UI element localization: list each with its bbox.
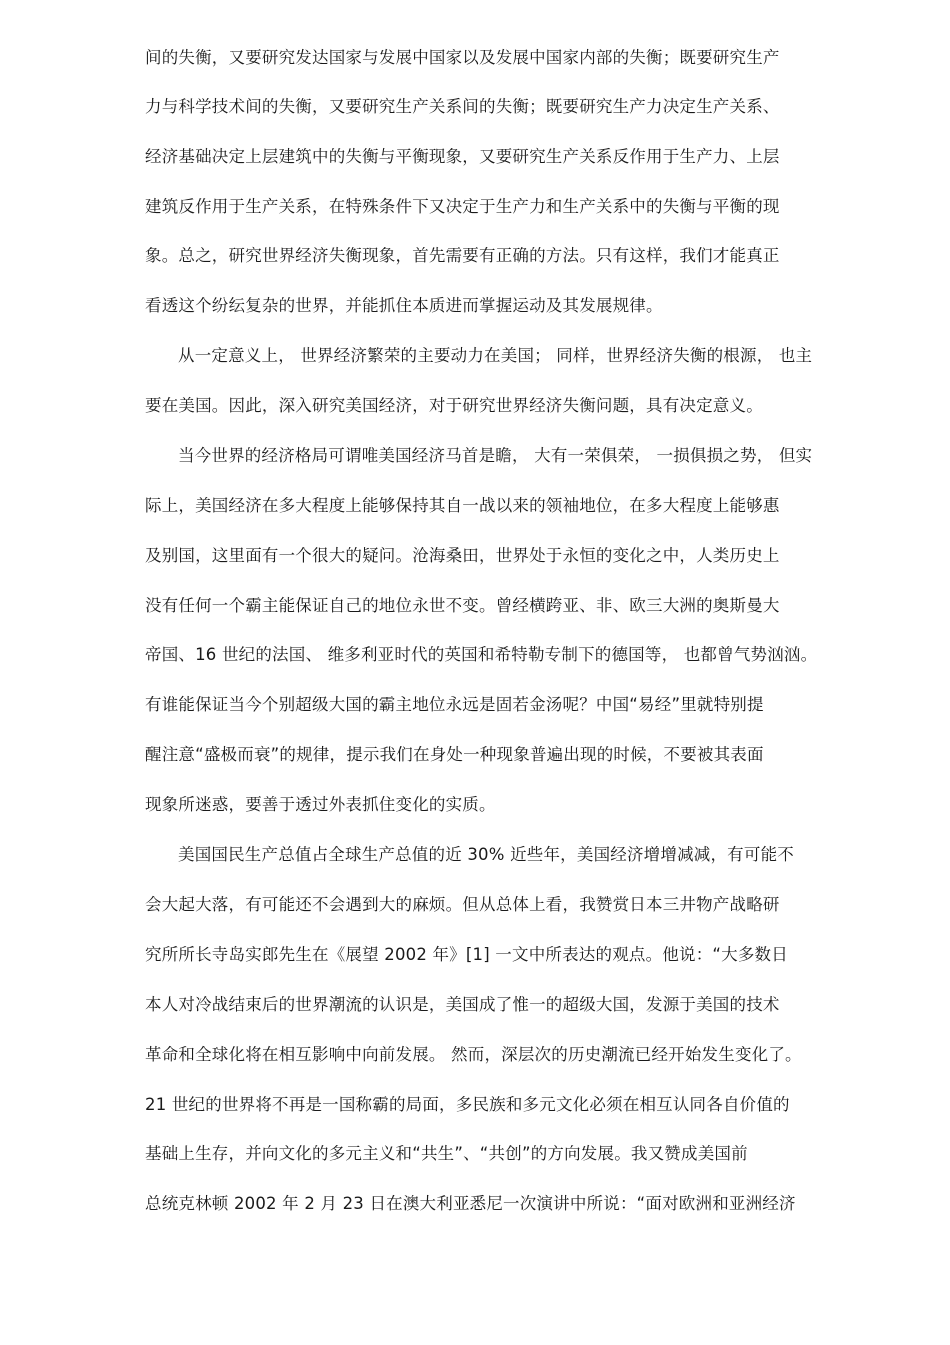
paragraph-line: 象。总之，研究世界经济失衡现象，首先需要有正确的方法。只有这样，我们才能真正 (145, 246, 780, 265)
paragraph-line: 间的失衡，又要研究发达国家与发展中国家以及发展中国家内部的失衡；既要研究生产 (145, 48, 780, 67)
paragraph-line: 革命和全球化将在相互影响中向前发展。 然而，深层次的历史潮流已经开始发生变化了。 (145, 1045, 802, 1064)
paragraph-line: 力与科学技术间的失衡，又要研究生产关系间的失衡；既要研究生产力决定生产关系、 (145, 97, 780, 116)
paragraph-line: 看透这个纷纭复杂的世界，并能抓住本质进而掌握运动及其发展规律。 (145, 296, 663, 315)
paragraph-line: 现象所迷惑，要善于透过外表抓住变化的实质。 (145, 795, 496, 814)
paragraph-line: 究所所长寺岛实郎先生在《展望 2002 年》[1] 一文中所表达的观点。他说：“大多数日 (145, 945, 788, 964)
paragraph-line: 会大起大落，有可能还不会遇到大的麻烦。但从总体上看，我赞赏日本三井物产战略研 (145, 895, 780, 914)
paragraph-line: 本人对冷战结束后的世界潮流的认识是，美国成了惟一的超级大国，发源于美国的技术 (145, 995, 780, 1014)
paragraph-line: 醒注意“盛极而衰”的规律，提示我们在身处一种现象普遍出现的时候，不要被其表面 (145, 745, 764, 764)
paragraph-first-line: 从一定意义上， 世界经济繁荣的主要动力在美国； 同样，世界经济失衡的根源， 也主 (178, 346, 813, 365)
paragraph-line: 经济基础决定上层建筑中的失衡与平衡现象，又要研究生产关系反作用于生产力、上层 (145, 147, 780, 166)
paragraph-line: 帝国、16 世纪的法国、 维多利亚时代的英国和希特勒专制下的德国等， 也都曾气势汹汹。 (145, 645, 818, 664)
paragraph-line: 21 世纪的世界将不再是一国称霸的局面，多民族和多元文化必须在相互认同各自价值的 (145, 1095, 790, 1114)
paragraph-line: 际上，美国经济在多大程度上能够保持其自一战以来的领袖地位，在多大程度上能够惠 (145, 496, 780, 515)
paragraph-line: 有谁能保证当今个别超级大国的霸主地位永远是固若金汤呢？中国“易经”里就特别提 (145, 695, 764, 714)
paragraph-line: 总统克林顿 2002 年 2 月 23 日在澳大利亚悉尼一次演讲中所说：“面对欧洲和亚洲经济 (145, 1194, 796, 1213)
paragraph-first-line: 当今世界的经济格局可谓唯美国经济马首是瞻， 大有一荣俱荣， 一损俱损之势， 但实 (178, 446, 813, 465)
paragraph-line: 及别国，这里面有一个很大的疑问。沧海桑田，世界处于永恒的变化之中，人类历史上 (145, 546, 780, 565)
paragraph-line: 没有任何一个霸主能保证自己的地位永世不变。曾经横跨亚、非、欧三大洲的奥斯曼大 (145, 596, 780, 615)
paragraph-line: 要在美国。因此，深入研究美国经济，对于研究世界经济失衡问题，具有决定意义。 (145, 396, 763, 415)
paragraph-line: 基础上生存，并向文化的多元主义和“共生”、“共创”的方向发展。我又赞成美国前 (145, 1144, 748, 1163)
paragraph-line: 建筑反作用于生产关系，在特殊条件下又决定于生产力和生产关系中的失衡与平衡的现 (145, 197, 780, 216)
paragraph-first-line: 美国国民生产总值占全球生产总值的近 30% 近些年，美国经济增增减减，有可能不 (178, 845, 794, 864)
